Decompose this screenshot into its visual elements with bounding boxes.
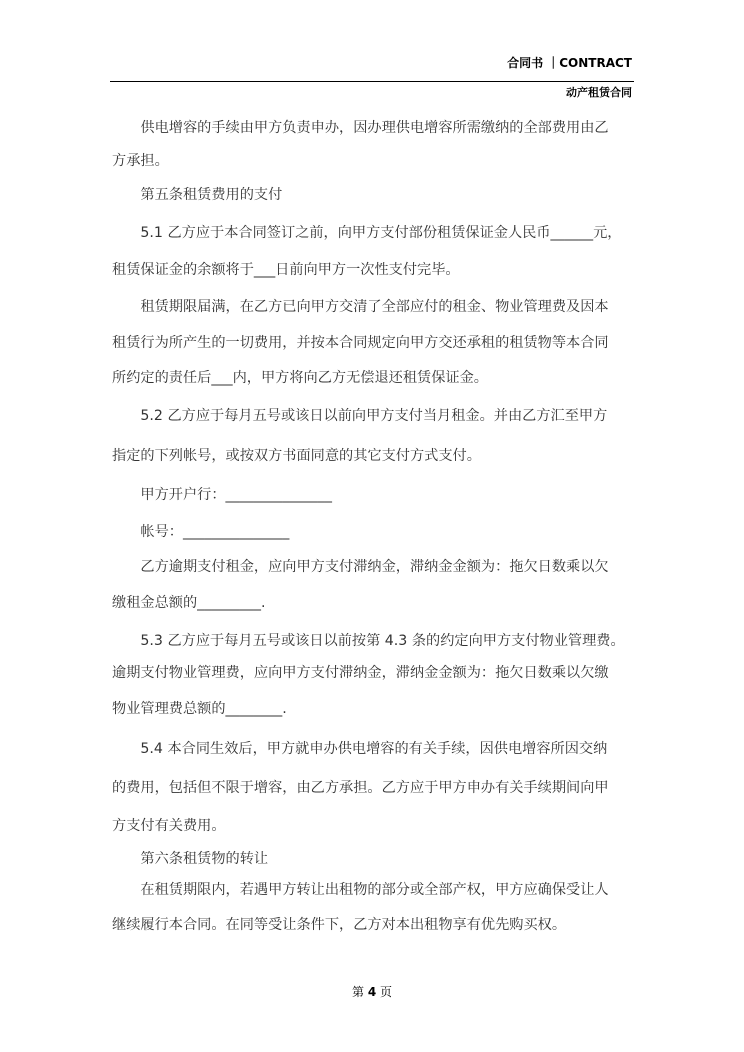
paragraph-line: 缴租金总额的_________. bbox=[112, 595, 266, 611]
header-title: 合同书 ｜CONTRACT bbox=[507, 56, 632, 70]
paragraph-line: 租赁保证金的余额将于___日前向甲方一次性支付完毕。 bbox=[112, 262, 460, 278]
paragraph-line: 逾期支付物业管理费，应向甲方支付滞纳金，滞纳金金额为：拖欠日数乘以欠缴 bbox=[112, 665, 609, 681]
paragraph-line: 方承担。 bbox=[112, 153, 169, 169]
page-suffix: 页 bbox=[380, 985, 393, 999]
header-subtitle: 动产租赁合同 bbox=[566, 86, 632, 99]
paragraph-line: 租赁期限届满，在乙方已向甲方交清了全部应付的租金、物业管理费及因本 bbox=[112, 299, 609, 315]
paragraph-line: 物业管理费总额的________. bbox=[112, 701, 287, 717]
paragraph-line: 在租赁期限内，若遇甲方转让出租物的部分或全部产权，甲方应确保受让人 bbox=[112, 882, 609, 898]
paragraph-line: 指定的下列帐号，或按双方书面同意的其它支付方式支付。 bbox=[112, 448, 481, 464]
paragraph-line: 租赁行为所产生的一切费用，并按本合同规定向甲方交还承租的租赁物等本合同 bbox=[112, 335, 609, 351]
paragraph-line: 5.1 乙方应于本合同签订之前，向甲方支付部份租赁保证金人民币______元， bbox=[112, 225, 622, 241]
paragraph-line: 供电增容的手续由甲方负责申办，因办理供电增容所需缴纳的全部费用由乙 bbox=[112, 120, 609, 136]
paragraph-line: 继续履行本合同。在同等受让条件下，乙方对本出租物享有优先购买权。 bbox=[112, 917, 567, 933]
account-field-line: 帐号：_______________ bbox=[112, 524, 290, 540]
paragraph-line: 的费用，包括但不限于增容，由乙方承担。乙方应于甲方申办有关手续期间向甲 bbox=[112, 780, 609, 796]
paragraph-line: 5.2 乙方应于每月五号或该日以前向甲方支付当月租金。并由乙方汇至甲方 bbox=[112, 408, 608, 424]
paragraph-line: 5.4 本合同生效后，甲方就申办供电增容的有关手续，因供电增容所因交纳 bbox=[112, 741, 608, 757]
paragraph-line: 5.3 乙方应于每月五号或该日以前按第 4.3 条的约定向甲方支付物业管理费。 bbox=[112, 633, 625, 649]
section-heading: 第五条租赁费用的支付 bbox=[112, 187, 283, 203]
page-prefix: 第 bbox=[351, 985, 364, 999]
page-number: 4 bbox=[367, 985, 377, 999]
paragraph-line: 所约定的责任后___内，甲方将向乙方无偿退还租赁保证金。 bbox=[112, 370, 488, 386]
paragraph-line: 方支付有关费用。 bbox=[112, 818, 226, 834]
paragraph-line: 乙方逾期支付租金，应向甲方支付滞纳金，滞纳金金额为：拖欠日数乘以欠 bbox=[112, 559, 609, 575]
header-divider bbox=[110, 81, 634, 82]
section-heading: 第六条租赁物的转让 bbox=[112, 851, 269, 867]
bank-field-line: 甲方开户行：_______________ bbox=[112, 487, 332, 503]
page-footer bbox=[0, 983, 744, 1000]
